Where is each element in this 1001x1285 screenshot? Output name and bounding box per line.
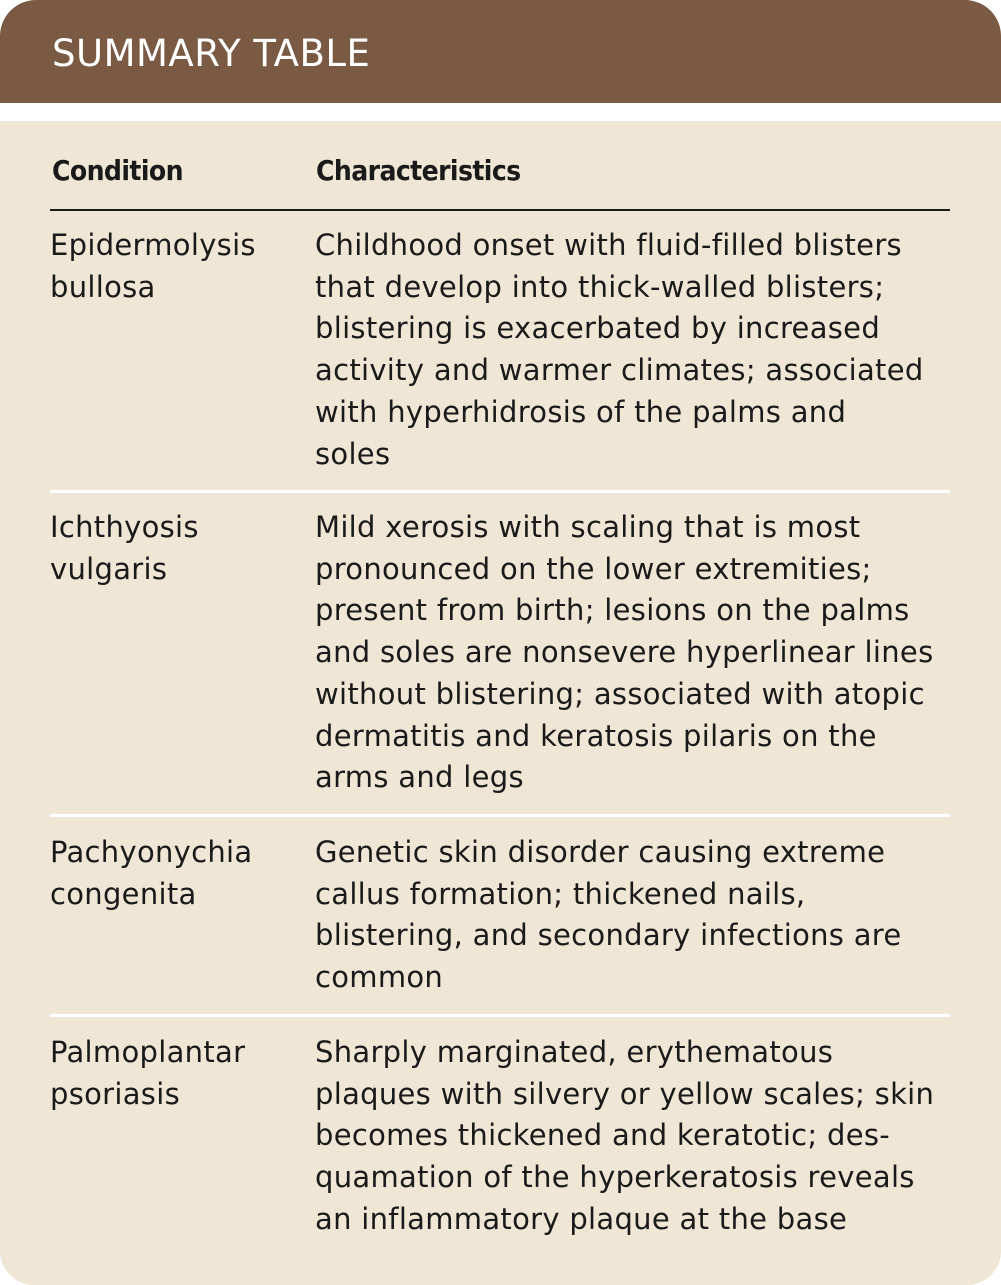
table-title: SUMMARY TABLE bbox=[52, 32, 371, 75]
characteristics-cell: Sharply marginated, erythematous plaques with silvery or yellow scales; skin becomes thickened and keratotic; des- quamation of the hyperkeratosis reveals an inflammatory plaque at the base bbox=[315, 1035, 935, 1236]
column-header-row bbox=[50, 151, 950, 211]
condition-cell: Pachyonychia congenita bbox=[50, 835, 253, 911]
condition-cell: Ichthyosis vulgaris bbox=[50, 510, 199, 586]
table-header-bar bbox=[0, 0, 1001, 103]
characteristics-cell: Mild xerosis with scaling that is most pronounced on the lower extremities; present from birth; lesions on the palms and soles are nonsevere hyperlinear lines without blistering; associated with atopic dermatitis and keratosis pilaris on the arms and legs bbox=[315, 510, 934, 795]
table-row-epidermolysis-bullosa bbox=[50, 225, 950, 493]
table-row-ichthyosis-vulgaris bbox=[50, 507, 950, 817]
condition-cell: Epidermolysis bullosa bbox=[50, 228, 256, 304]
characteristics-cell: Childhood onset with fluid-filled blisters that develop into thick-walled blisters; blistering is exacerbated by increased activity and warmer climates; associated with hyperhidrosis of the palms and soles bbox=[315, 228, 924, 471]
table-body-panel bbox=[0, 121, 1001, 1285]
column-header-condition: Condition bbox=[52, 154, 183, 187]
column-header-characteristics: Characteristics bbox=[316, 154, 521, 187]
table-row-pachyonychia-congenita bbox=[50, 832, 950, 1017]
condition-cell: Palmoplantar psoriasis bbox=[50, 1035, 246, 1111]
characteristics-cell: Genetic skin disorder causing extreme callus formation; thickened nails, blistering, and secondary infections are common bbox=[315, 835, 902, 995]
table-row-palmoplantar-psoriasis bbox=[50, 1032, 950, 1247]
